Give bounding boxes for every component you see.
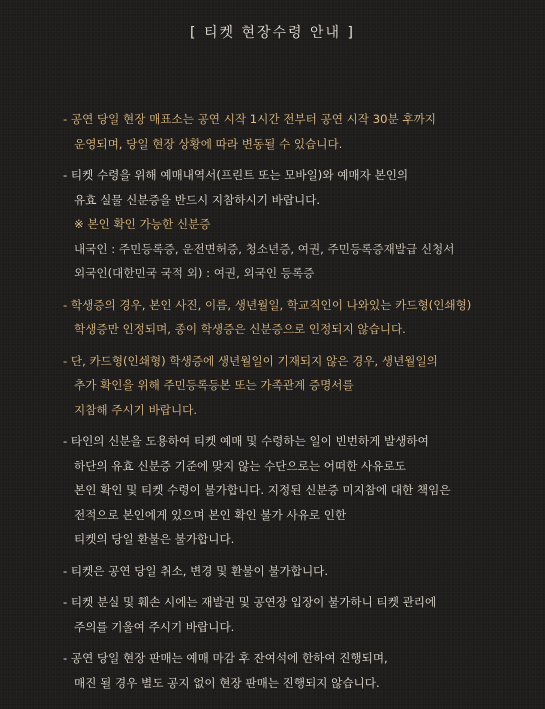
notice-line: 주의를 기울여 주시기 바랍니다. bbox=[74, 619, 235, 634]
notice-item bbox=[63, 429, 533, 552]
notice-line: 학생증만 인정되며, 종이 학생증은 신분증으로 인정되지 않습니다. bbox=[74, 322, 406, 336]
notice-line: - 티켓은 공연 당일 취소, 변경 및 환불이 불가합니다. bbox=[63, 563, 329, 578]
notice-line: - 공연 당일 현장 매표소는 공연 시작 1시간 전부터 공연 시작 30분 후까지 bbox=[63, 112, 436, 126]
notice-item bbox=[63, 293, 533, 342]
notice-line: 전적으로 본인에게 있으며 본인 확인 불가 사유로 인한 bbox=[74, 507, 347, 522]
notice-item bbox=[63, 107, 533, 156]
notice-line: 본인 확인 및 티켓 수령이 불가합니다. 지정된 신분증 미지참에 대한 책임은 bbox=[74, 483, 451, 497]
notice-list bbox=[63, 107, 533, 702]
notice-line: 티켓의 당일 환불은 불가합니다. bbox=[74, 532, 235, 546]
notice-line: - 티켓 분실 및 훼손 시에는 재발권 및 공연장 입장이 불가하니 티켓 관리에 bbox=[63, 595, 437, 609]
notice-line: 운영되며, 당일 현장 상황에 따라 변동될 수 있습니다. bbox=[74, 136, 343, 151]
notice-line: 하단의 유효 신분증 기준에 맞지 않는 수단으로는 어떠한 사유로도 bbox=[74, 458, 406, 473]
notice-line: - 공연 당일 현장 판매는 예매 마감 후 잔여석에 한하여 진행되며, bbox=[63, 651, 388, 665]
id-note-heading: ※ 본인 확인 가능한 신분증 bbox=[74, 217, 211, 231]
notice-line: - 학생증의 경우, 본인 사진, 이름, 생년월일, 학교직인이 나와있는 카드형(인쇄형) bbox=[63, 297, 472, 312]
notice-line: - 티켓 수령을 위해 예매내역서(프린트 또는 모바일)와 예매자 본인의 bbox=[63, 168, 409, 182]
notice-item bbox=[63, 590, 533, 639]
notice-line: 추가 확인을 위해 주민등록등본 또는 가족관계 증명서를 bbox=[74, 378, 354, 392]
notice-line: - 단, 카드형(인쇄형) 학생증에 생년월일이 기재되지 않은 경우, 생년월일의 bbox=[63, 353, 438, 368]
page-title: [ 티켓 현장수령 안내 ] bbox=[190, 25, 355, 41]
notice-line: - 타인의 신분을 도용하여 티켓 예매 및 수령하는 일이 빈번하게 발생하여 bbox=[63, 434, 429, 448]
notice-item bbox=[63, 646, 533, 695]
notice-item bbox=[63, 349, 533, 423]
id-list-foreign: 외국인(대한민국 국적 외) : 여권, 외국인 등록증 bbox=[74, 266, 315, 280]
notice-line: 유효 실물 신분증을 반드시 지참하시기 바랍니다. bbox=[74, 192, 321, 207]
notice-item bbox=[63, 559, 533, 584]
notice-line: 지참해 주시기 바랍니다. bbox=[74, 402, 198, 417]
notice-line: 매진 될 경우 별도 공지 없이 현장 판매는 진행되지 않습니다. bbox=[74, 675, 380, 690]
id-list-domestic: 내국인 : 주민등록증, 운전면허증, 청소년증, 여권, 주민등록증재발급 신청서 bbox=[74, 241, 455, 256]
notice-item bbox=[63, 163, 533, 286]
